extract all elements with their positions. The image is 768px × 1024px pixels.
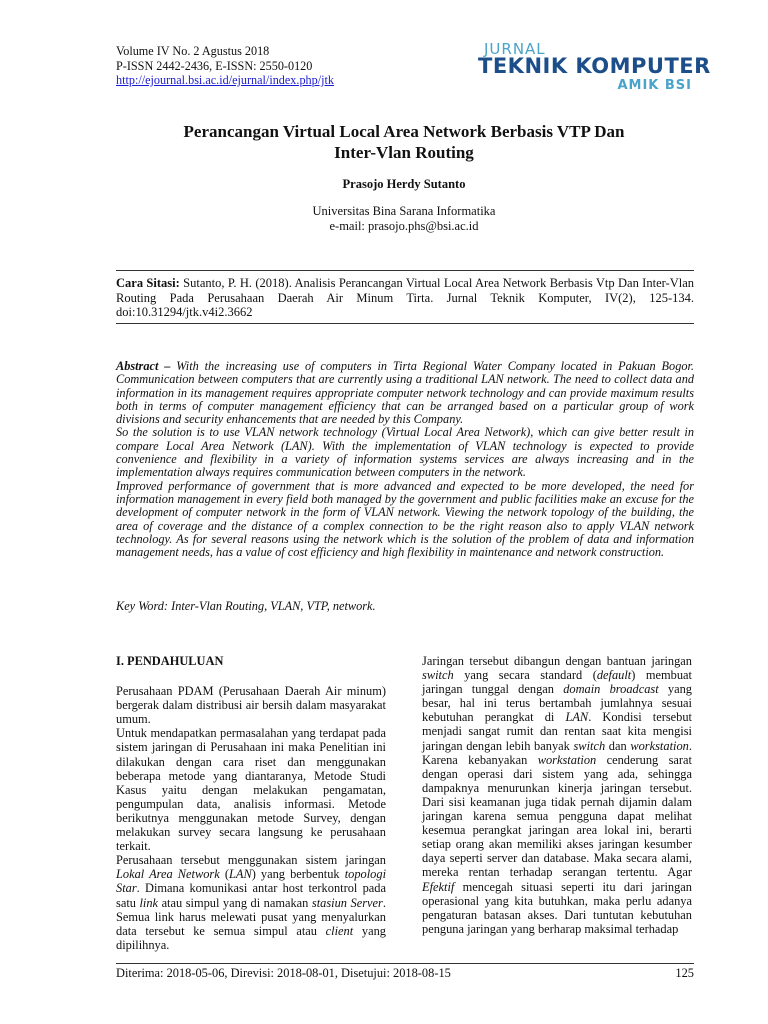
body-paragraph: Perusahaan PDAM (Perusahaan Daerah Air minum) bergerak dalam distribusi air bersih dalam masyarakat umum. <box>116 684 386 727</box>
abstract-block <box>116 360 694 559</box>
footer-rule <box>116 963 694 964</box>
journal-header <box>116 44 334 88</box>
body-column-right <box>422 654 692 936</box>
abstract-paragraph-3: Improved performance of government that is more advanced and expected to be more developed, the need for information management in every field both managed by the government and public facilities make an excuse for the development of computer network in the form of VLAN network. Viewing the network topology of the building, the area of coverage and the distance of a complex connection to be the right reason also to apply VLAN network technology. As for several reasons using the network which is the solution of the problem of data and information management needs, has a value of cost efficiency and high flexibility in maintenance and network construction. <box>116 478 694 560</box>
body-paragraph: Jaringan tersebut dibangun dengan bantuan jaringan switch yang secara standard (default) membuat jaringan tunggal dengan domain broadcast yang besar, hal ini terus bertambah jumlahnya sesuai kebutuhan perangkat di LAN. Kondisi tersebut menjadi sangat rumit dan rentan saat kita mengisi jaringan dengan lebih banyak switch dan workstation. Karena kebanyakan workstation cenderung sarat dengan operasi dari sistem yang ada, sehingga dampaknya menurunkan kinerja jaringan tersebut. Dari sisi keamanan juga tidak pernah dijamin dalam jaringan karena semua pengguna dapat melihat kesemua perangkat jaringan area lokal ini, berarti setiap orang akan memiliki akses jaringan kesumber daya seperti server dan database. Maka secara alami, mereka rentan terhadap serangan tertentu. Agar Efektif mencegah situasi seperti itu dari jaringan operasional yang kita butuhkan, maka perlu adanya pengaturan batasan akses. Dari tuntutan kebutuhan penguna jaringan yang berharap maksimal terhadap <box>422 654 692 936</box>
citation-block <box>116 276 694 320</box>
title-line-2: Inter-Vlan Routing <box>334 143 474 162</box>
author-email: e-mail: prasojo.phs@bsi.ac.id <box>329 218 479 233</box>
keywords: Key Word: Inter-Vlan Routing, VLAN, VTP, network. <box>116 599 376 613</box>
logo-line-amik-bsi: AMIK BSI <box>617 78 692 93</box>
body-column-left <box>116 654 386 952</box>
abstract-label: Abstract – <box>116 359 171 373</box>
citation-top-rule <box>116 270 694 271</box>
section-title: I. PENDAHULUAN <box>116 654 224 668</box>
volume-line: Volume IV No. 2 Agustus 2018 <box>116 44 270 58</box>
title-line-1: Perancangan Virtual Local Area Network Berbasis VTP Dan <box>183 122 625 141</box>
journal-url-link[interactable]: http://ejournal.bsi.ac.id/ejurnal/index.php/jtk <box>116 73 334 87</box>
issn-line: P-ISSN 2442-2436, E-ISSN: 2550-0120 <box>116 58 313 73</box>
abstract-paragraph-2: So the solution is to use VLAN network technology (Virtual Local Area Network), which can give better result in compare Local Area Network (LAN). With the implementation of VLAN technology is expected to provide convenience and flexibility in a variety of information systems services are always increasing and in the implementation always requires communication between computers in the network. <box>116 425 694 480</box>
body-paragraph: Untuk mendapatkan permasalahan yang terdapat pada sistem jaringan di Perusahaan ini maka Penelitian ini dilakukan dengan cara riset dan menggunakan beberapa metode yang diantaranya, Metode Studi Kasus yaitu dengan melakukan pengamatan, pengumpulan data, analisis informasi. Metode berikutnya menggunakan metode Survey, dengan melakukan survey secara langsung ke perusahaan terkait. <box>116 726 386 854</box>
footer-dates: Diterima: 2018-05-06, Direvisi: 2018-08-01, Disetujui: 2018-08-15 <box>116 966 451 980</box>
citation-label: Cara Sitasi: <box>116 276 180 290</box>
citation-bottom-rule <box>116 323 694 324</box>
abstract-paragraph-1: With the increasing use of computers in Tirta Regional Water Company located in Pakuan Bogor. Communication between computers that are currently using a traditional LAN network. The need to collect data and information in its management requires appropriate computer network technology and can provide maximum results both in terms of computer management efficiency that can be arranged based on a particular group of work divisions and security enhancements that are needed by this Company. <box>116 359 694 427</box>
author-name: Prasojo Herdy Sutanto <box>342 177 466 191</box>
affiliation-block <box>116 204 692 233</box>
body-paragraph: Perusahaan tersebut menggunakan sistem jaringan Lokal Area Network (LAN) yang berbentuk topologi Star. Dimana komunikasi antar host terkontrol pada satu link atau simpul yang di namakan stasiun Server. Semua link harus melewati pusat yang menyalurkan data tersebut ke semua simpul atau client yang dipilihnya. <box>116 853 387 952</box>
page-number: 125 <box>675 966 694 980</box>
paper-title <box>116 121 692 163</box>
logo-line-teknik-komputer: TEKNIK KOMPUTER <box>478 54 711 78</box>
affiliation: Universitas Bina Sarana Informatika <box>312 204 496 218</box>
logo-line-jurnal: JURNAL <box>484 40 546 58</box>
citation-text: Sutanto, P. H. (2018). Analisis Perancangan Virtual Local Area Network Berbasis Vtp Dan Inter-Vlan Routing Pada Perusahaan Daerah Air Minum Tirta. Jurnal Teknik Komputer, IV(2), 125-134. doi:10.31294/jtk.v4i2.3662 <box>116 276 694 320</box>
